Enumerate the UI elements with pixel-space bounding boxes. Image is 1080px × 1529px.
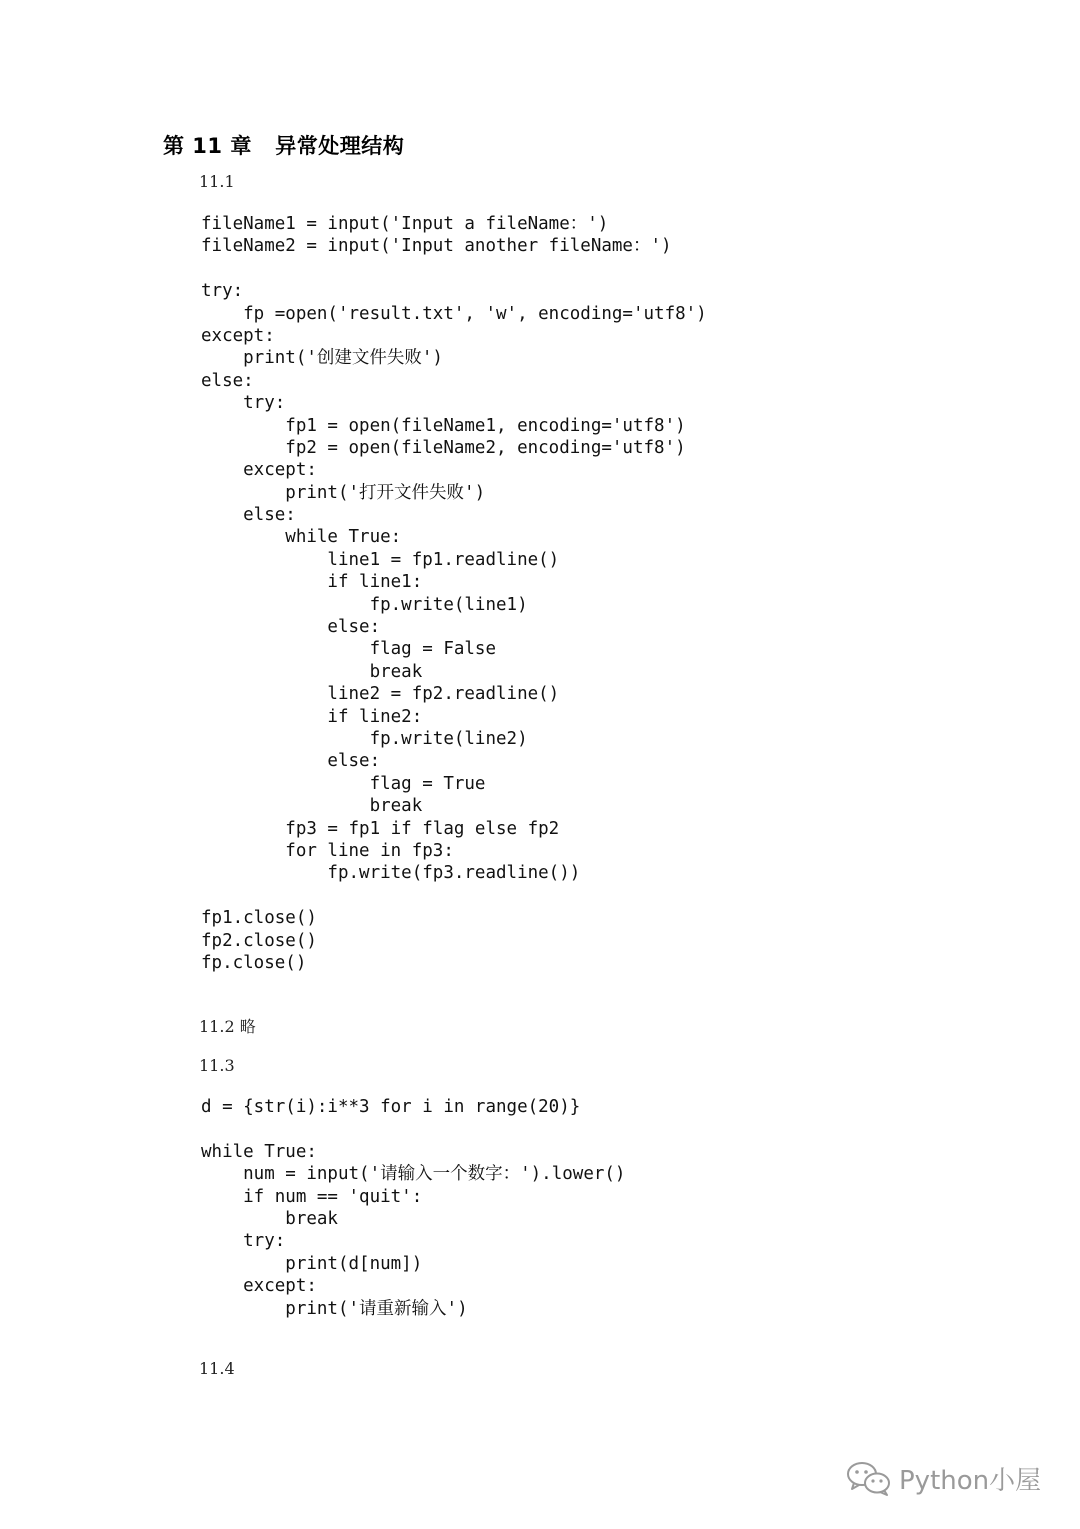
code-line: fp.write(line1)	[201, 594, 528, 615]
code-line: fp.write(fp3.readline())	[201, 863, 581, 884]
code-line	[201, 258, 707, 280]
code-line: fp2 = open(fileName2, encoding='utf8')	[201, 437, 686, 458]
code-line: fp.close()	[201, 952, 307, 973]
section-label-11-4: 11.4	[199, 1359, 235, 1378]
code-line: fileName2 = input('Input another fileName：')	[201, 236, 672, 257]
code-line: try:	[201, 281, 244, 302]
code-line: fp =open('result.txt', 'w', encoding='utf8')	[201, 303, 707, 324]
code-line: else:	[201, 617, 381, 638]
code-line: fp3 = fp1 if flag else fp2	[201, 818, 560, 839]
code-line: line2 = fp2.readline()	[201, 684, 560, 705]
code-line: try:	[201, 393, 286, 414]
section-label-11-2: 11.2 略	[199, 1017, 256, 1036]
code-line: flag = False	[201, 639, 497, 660]
code-line: flag = True	[201, 773, 486, 794]
code-line: break	[201, 661, 423, 682]
code-line: except:	[201, 460, 317, 481]
code-line: try:	[201, 1231, 286, 1252]
code-line: fp.write(line2)	[201, 728, 528, 749]
code-line: break	[201, 796, 423, 817]
code-line: if num == 'quit':	[201, 1186, 423, 1207]
code-line: while True:	[201, 1141, 317, 1162]
code-line: for line in fp3:	[201, 840, 454, 861]
code-line: else:	[201, 751, 381, 772]
code-line: except:	[201, 1276, 317, 1297]
watermark	[845, 1458, 1041, 1498]
code-line: num = input('请输入一个数字：').lower()	[201, 1164, 626, 1185]
code-line: fp1.close()	[201, 908, 317, 929]
code-line: print('打开文件失败')	[201, 482, 486, 503]
code-line: if line1:	[201, 572, 423, 593]
code-line: break	[201, 1208, 338, 1229]
code-line: except:	[201, 325, 275, 346]
code-line	[201, 885, 707, 907]
code-line: fileName1 = input('Input a fileName：')	[201, 214, 609, 234]
code-block-11-1	[201, 213, 707, 974]
code-line: d = {str(i):i**3 for i in range(20)}	[201, 1097, 581, 1117]
code-line: else:	[201, 505, 296, 526]
section-label-11-3: 11.3	[199, 1056, 235, 1075]
wechat-icon	[845, 1458, 893, 1498]
code-line: while True:	[201, 527, 402, 548]
code-line	[201, 1118, 625, 1140]
chapter-title: 第 11 章 异常处理结构	[163, 134, 405, 158]
watermark-text: Python小屋	[899, 1465, 1042, 1496]
code-block-11-3	[201, 1096, 625, 1320]
code-line: else:	[201, 370, 254, 391]
code-line: fp2.close()	[201, 930, 317, 951]
code-line: fp1 = open(fileName1, encoding='utf8')	[201, 415, 686, 436]
code-line: print(d[num])	[201, 1253, 423, 1274]
code-line: print('请重新输入')	[201, 1298, 468, 1319]
code-line: line1 = fp1.readline()	[201, 549, 560, 570]
section-label-11-1: 11.1	[199, 172, 235, 191]
code-line: if line2:	[201, 706, 423, 727]
code-line: print('创建文件失败')	[201, 348, 443, 369]
